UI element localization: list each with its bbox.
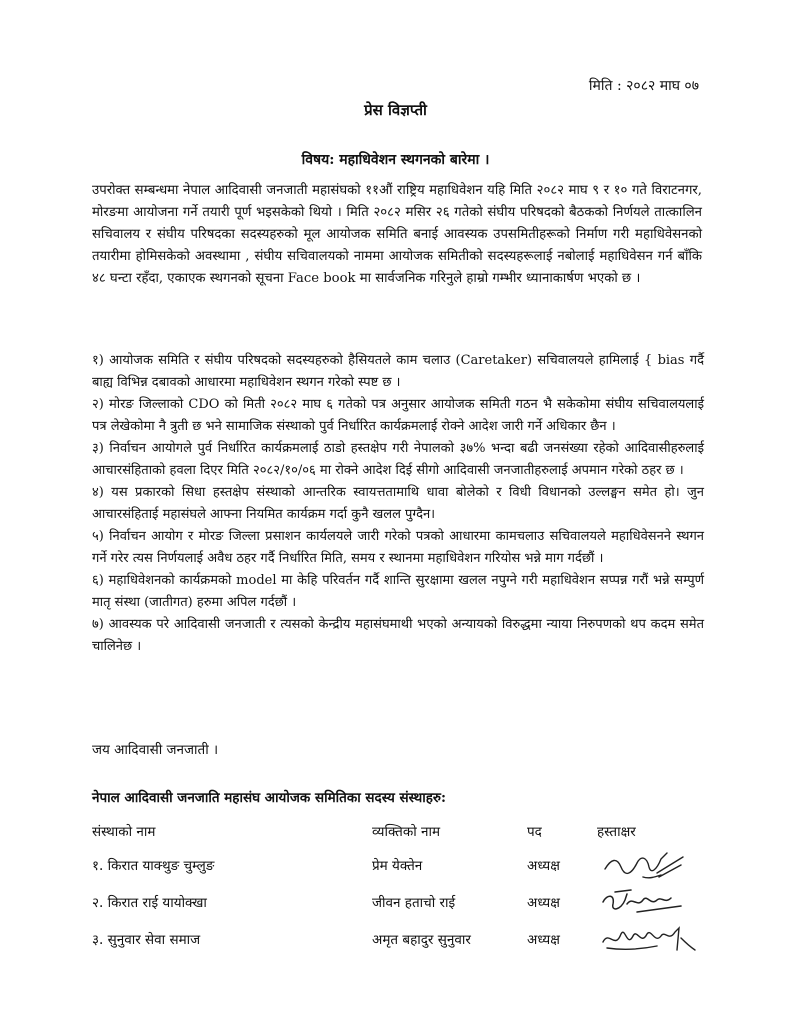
point-item: ५) निर्वाचन आयोग र मोरङ जिल्ला प्रसाशन कार्यलयले जारी गरेको पत्रको आधारमा कामचलाउ सचिवालयले महाधिवेसनने स्थगन गर्ने गरेर त्यस निर्णयलाई अवैध ठहर गर्दै निर्धारित मिति, समय र स्थानमा महाधिवेशन गरियोस भन्ने माग गर्दछौं ।: [92, 529, 704, 566]
post: अध्यक्ष: [527, 857, 560, 874]
person-name: अमृत बहादुर सुनुवार: [372, 932, 471, 948]
header-person-name: व्यक्तिको नाम: [372, 824, 441, 840]
handwritten-signature-icon: [597, 847, 687, 883]
org-name: १. किरात याक्थुङ चुम्लुङ: [92, 857, 215, 874]
post: अध्यक्ष: [527, 894, 560, 911]
point-item: १) आयोजक समिति र संघीय परिषदको सदस्यहरुको हैसियतले काम चलाउ (Caretaker) सचिवालयले हामिलाई { bias गर्दै बाह्य विभिन्न दबावको आधारमा महाधिवेशन स्थगन गरेको स्पष्ट छ ।: [92, 353, 704, 390]
point-item: ६) महाधिवेशनको कार्यक्रमको model मा केहि परिवर्तन गर्दै शान्ति सुरक्षामा खलल नपुग्ने गरी महाधिवेशन सप्पन्न गरौं भन्ने सम्पुर्ण मातृ संस्था (जातीगत) हरुमा अपिल गर्दछौं ।: [92, 573, 704, 610]
table-header-row: [92, 816, 712, 846]
point-item: ४) यस प्रकारको सिधा हस्तक्षेप संस्थाको आन्तरिक स्वायत्ततामाथि धावा बोलेको र विधी विधानको उल्लङ्घन समेत हो। जुन आचारसंहिताई महासंघले आफ्ना नियमित कार्यक्रम गर्दा कुनै खलल पुग्दैन।: [92, 485, 704, 522]
members-heading: नेपाल आदिवासी जनजाति महासंघ आयोजक समितिका सदस्य संस्थाहरु:: [92, 790, 446, 806]
point-item: २) मोरङ जिल्लाको CDO को मिती २०८२ माघ ६ गतेको पत्र अनुसार आयोजक समिती गठन भै सकेकोमा संघीय सचिवालयलाई पत्र लेखेकोमा नै त्रुती छ भने सामाजिक संस्थाको पुर्व निर्धारित कार्यक्रमलाई रोक्ने आदेश जारी गर्ने अधिकार छैन ।: [92, 397, 704, 434]
person-name: जीवन हताचो राई: [372, 894, 456, 911]
signature-3: [597, 920, 712, 958]
subject-line: विषय: महाधिवेशन स्थगनको बारेमा ।: [301, 152, 490, 168]
closing-slogan: जय आदिवासी जनजाती ।: [92, 742, 219, 758]
point-item: ३) निर्वाचन आयोगले पुर्व निर्धारित कार्यक्रमलाई ठाडो हस्तक्षेप गरी नेपालको ३७% भन्दा बढी जनसंख्या रहेको आदिवासीहरुलाई आचारसंहिताको हवला दिएर मिति २०८२/१०/०६ मा रोक्ने आदेश दिई सीगो आदिवासी जनजातीहरुलाई अपमान गरेको ठहर छ ।: [92, 441, 704, 478]
document-title: प्रेस विज्ञप्ती: [364, 101, 427, 119]
table-row: [92, 883, 712, 920]
intro-paragraph: उपरोक्त सम्बन्धमा नेपाल आदिवासी जनजाती महासंघको ११औं राष्ट्रिय महाधिवेशन यहि मिति २०८२ माघ ९ र १० गते विराटनगर, मोरङमा आयोजना गर्ने तयारी पूर्ण भइसकेको थियो । मिति २०८२ मसिर २६ गतेको संघीय परिषदको बैठकको निर्णयले तात्कालिन सचिवालय र संघीय परिषदका सदस्यहरुको मूल आयोजक समिति बनाई आवस्यक उपसमितीहरूको निर्माण गरी महाधिवेसनको तयारीमा होमिसकेको अवस्थामा , संघीय सचिवालयको नाममा आयोजक समितीको सदस्यहरूलाई नबोलाई महाधिवेसन गर्न बाँकि ४८ घन्टा रहँदा, एकाएक स्थगनको सूचना Face book मा सार्वजनिक गरिनुले हाम्रो गम्भीर ध्यानाकार्षण भएको छ ।: [92, 183, 702, 286]
header-post: पद: [527, 824, 542, 840]
header-signature: हस्ताक्षर: [597, 824, 636, 840]
org-name: ३. सुनुवार सेवा समाज: [92, 932, 201, 948]
signature-1: [597, 846, 712, 883]
org-name: २. किरात राई यायोक्खा: [92, 894, 207, 911]
point-item: ७) आवस्यक परे आदिवासी जनजाती र त्यसको केन्द्रीय महासंघमाथी भएको अन्यायको विरुद्धमा न्याया निरुपणको थप कदम समेत चालिनेछ ।: [92, 617, 704, 654]
handwritten-signature-icon: [597, 920, 697, 958]
members-table: [92, 816, 712, 958]
date-line: मिति : २०८२ माघ ०७: [588, 78, 699, 94]
table-row: [92, 846, 712, 883]
post: अध्यक्ष: [527, 932, 560, 948]
person-name: प्रेम येक्तेन: [372, 857, 423, 874]
signature-2: [597, 883, 712, 920]
header-org-name: संस्थाको नाम: [92, 824, 156, 840]
handwritten-signature-icon: [597, 884, 687, 920]
table-row: [92, 920, 712, 958]
points-list: [92, 350, 704, 658]
